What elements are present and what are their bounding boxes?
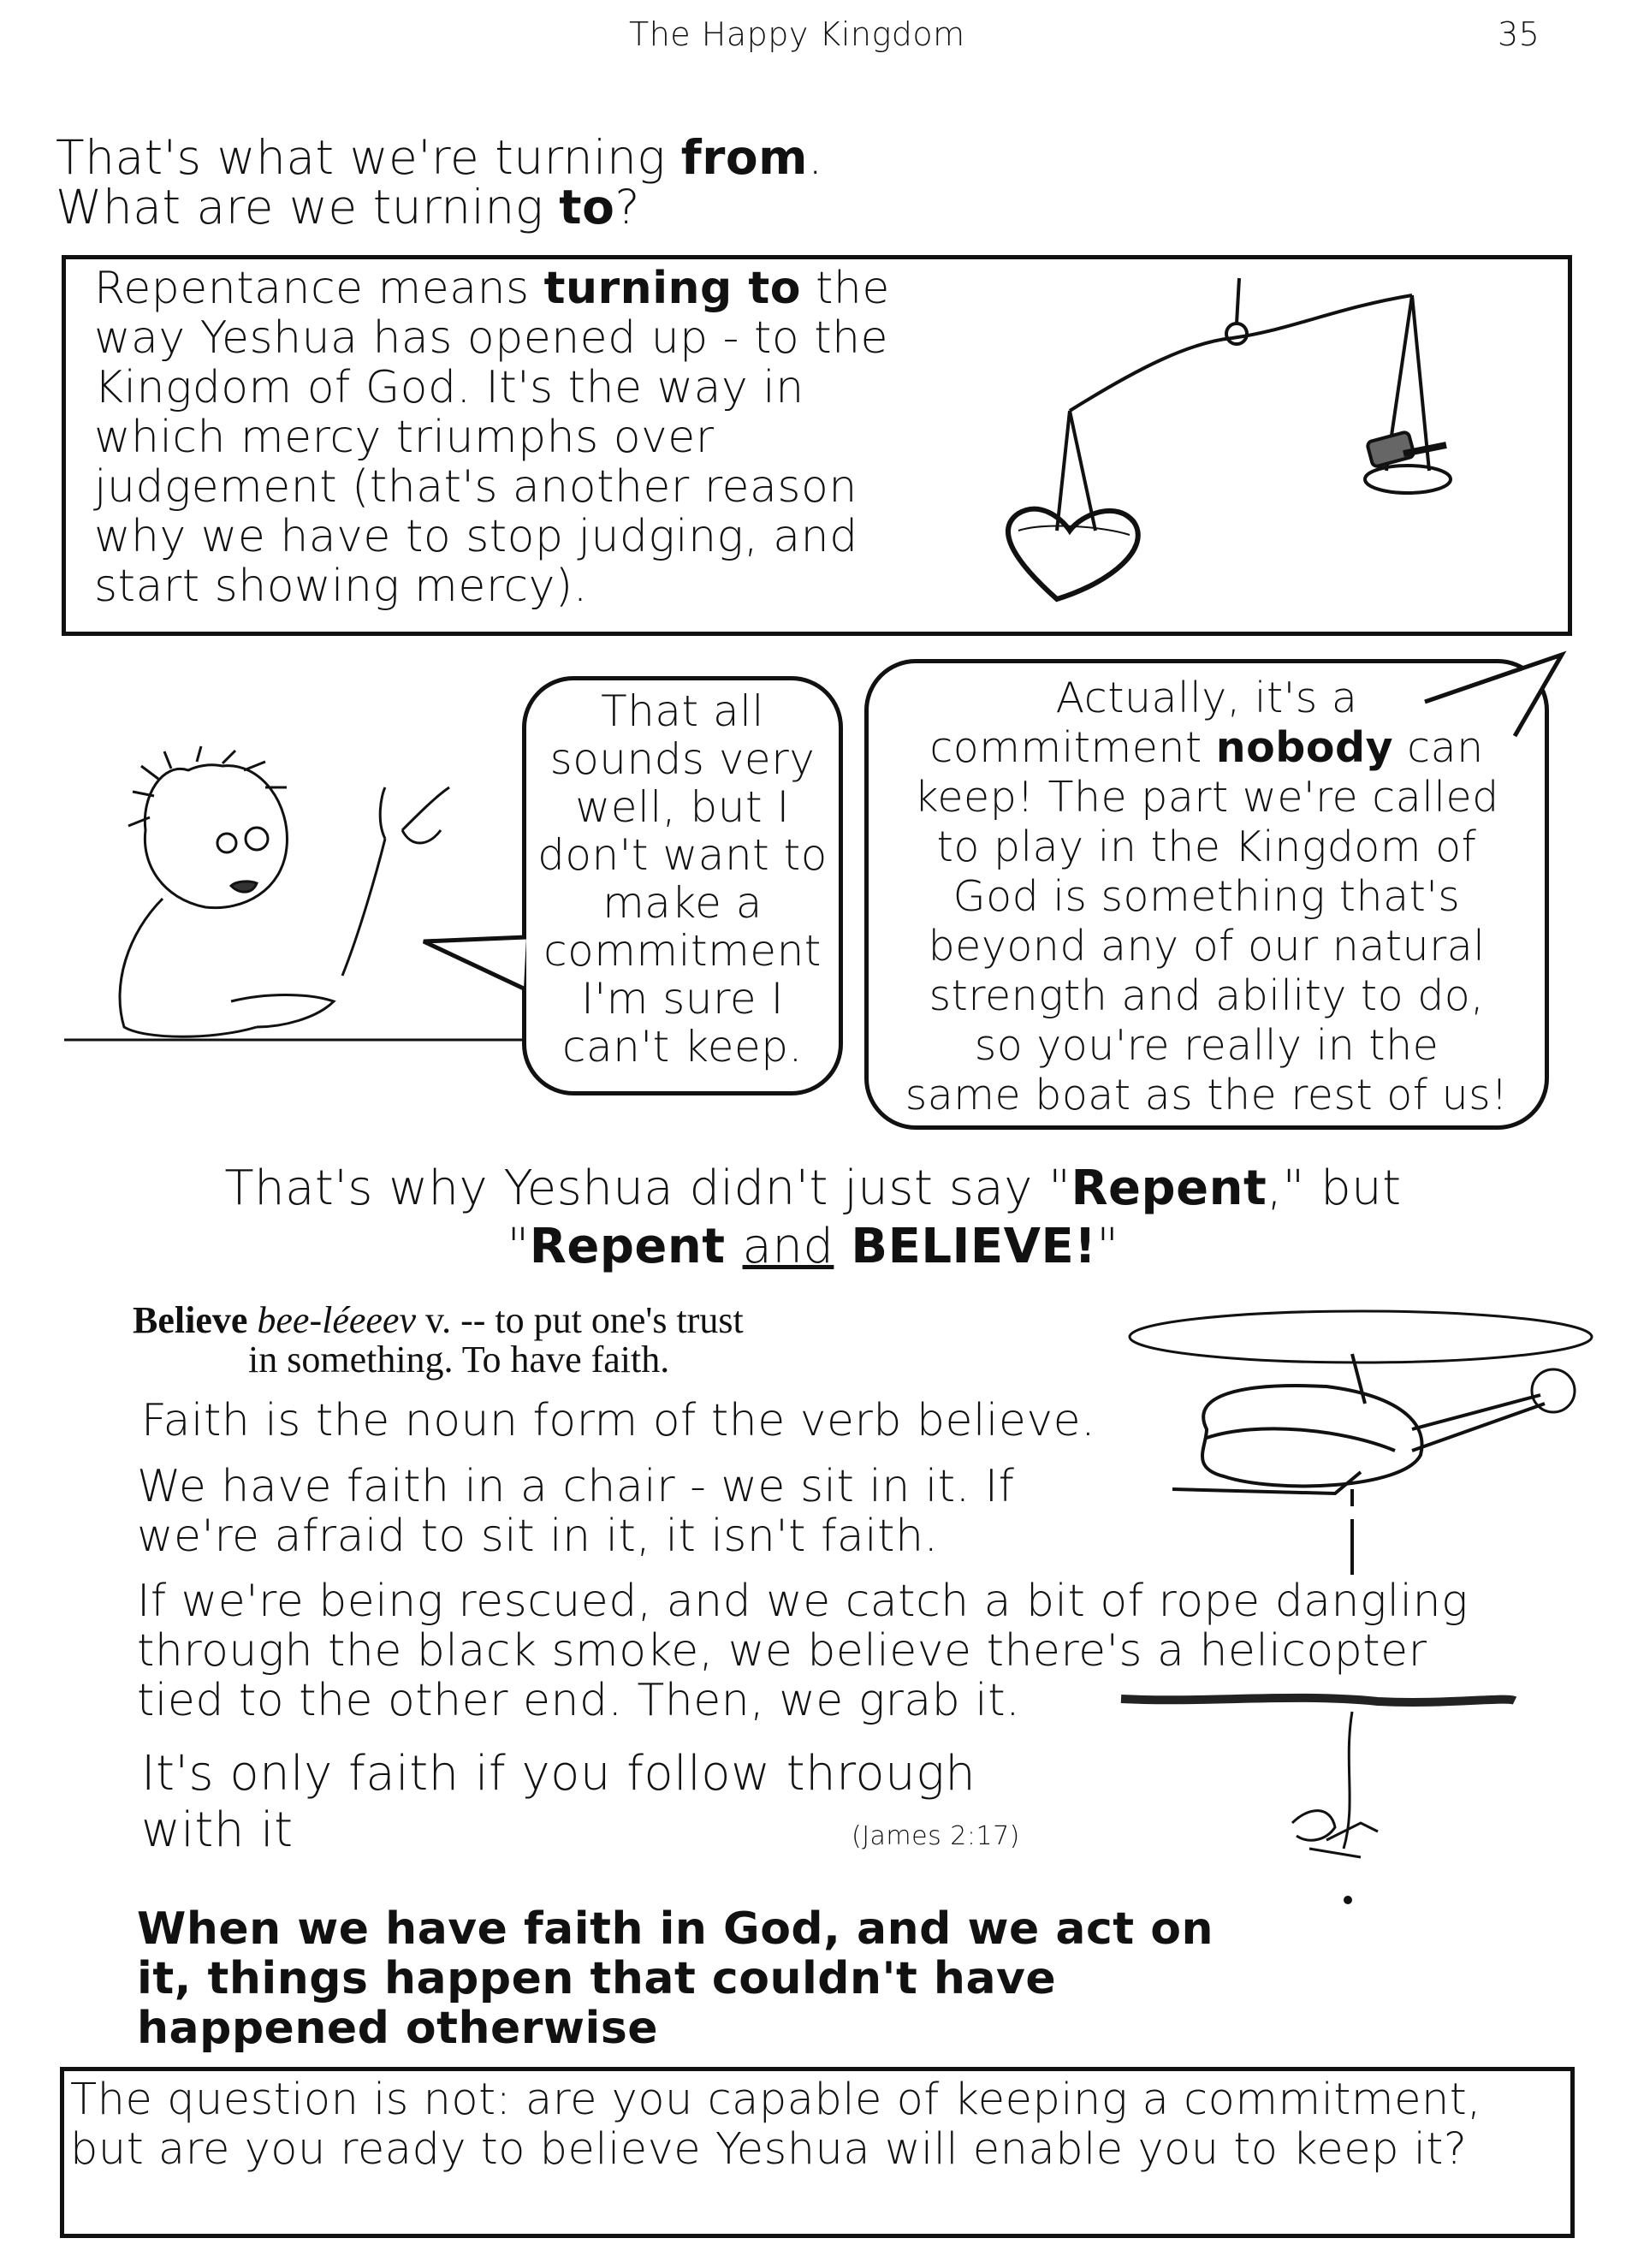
intro-text	[56, 130, 823, 235]
why-heading	[0, 1160, 1626, 1276]
question-text	[70, 2075, 1481, 2175]
reply-bubble-line: God is something that's	[952, 872, 1461, 921]
faith-p5-line: When we have faith in God, and we act on	[137, 1903, 1214, 1955]
question-line: but are you ready to believe Yeshua will enable you to keep it?	[70, 2124, 1468, 2175]
repentance-line: judgement (that's another reason	[94, 461, 858, 513]
reply-bubble-line: beyond any of our natural	[928, 922, 1486, 971]
definition-line-2: in something. To have faith.	[248, 1339, 670, 1380]
faith-p3-line: tied to the other end. Then, we grab it.	[137, 1675, 1021, 1726]
boy-bubble-line: I'm sure I	[581, 974, 784, 1024]
faith-p3-line: through the black smoke, we believe there's a helicopter	[137, 1625, 1427, 1677]
repentance-line: way Yeshua has opened up - to the	[94, 312, 889, 364]
faith-p5-line: happened otherwise	[137, 2003, 659, 2054]
page-number: 35	[1498, 15, 1540, 53]
question-line: The question is not: are you capable of keeping a commitment,	[70, 2075, 1481, 2125]
boy-bubble-tail	[419, 924, 531, 1036]
why-line-2: "Repent and BELIEVE!"	[507, 1219, 1119, 1274]
reply-bubble-line: same boat as the rest of us!	[905, 1071, 1509, 1119]
reply-bubble-tail	[1421, 650, 1566, 745]
boy-bubble-line: well, but I	[575, 782, 790, 832]
reply-bubble-line: Actually, it's a	[1055, 674, 1358, 722]
boy-bubble-line: can't keep.	[562, 1022, 803, 1072]
repentance-line: why we have to stop judging, and	[94, 511, 858, 562]
boy-bubble-line: commitment	[543, 926, 822, 976]
repentance-line: start showing mercy).	[94, 561, 588, 612]
boy-bubble-line: That all	[601, 686, 764, 736]
boy-speech-bubble	[522, 676, 843, 1095]
reply-bubble-line: commitment nobody can	[929, 723, 1484, 772]
faith-p4-line: with it	[141, 1802, 294, 1858]
faith-p2-line: We have faith in a chair - we sit in it. If	[137, 1461, 1015, 1512]
helicopter-illustration	[1104, 1301, 1617, 1917]
faith-p3-line: If we're being rescued, and we catch a bit of rope dangling	[137, 1576, 1469, 1627]
faith-paragraph-2	[137, 1462, 1014, 1561]
why-line-1: That's why Yeshua didn't just say "Repent," but	[224, 1161, 1402, 1216]
scales-illustration	[967, 274, 1481, 633]
reply-bubble-line: strength and ability to do,	[929, 971, 1485, 1020]
definition-entry	[133, 1301, 744, 1380]
scripture-reference: (James 2:17)	[852, 1821, 1020, 1851]
repentance-line: Kingdom of God. It's the way in	[94, 362, 804, 413]
faith-p5-line: it, things happen that couldn't have	[137, 1953, 1057, 2004]
boy-bubble-line: sounds very	[549, 734, 816, 784]
faith-p4-line: It's only faith if you follow through	[141, 1746, 976, 1802]
boy-bubble-line: make a	[602, 878, 763, 928]
faith-paragraph-1: Faith is the noun form of the verb believe.	[141, 1395, 1096, 1446]
running-header-title: The Happy Kingdom	[629, 15, 965, 53]
faith-paragraph-5	[137, 1904, 1214, 2053]
faith-p2-line: we're afraid to sit in it, it isn't faith.	[137, 1511, 939, 1562]
reply-bubble-line: to play in the Kingdom of	[936, 822, 1477, 871]
boy-bubble-line: don't want to	[537, 830, 828, 880]
repentance-line: which mercy triumphs over	[94, 412, 715, 463]
reply-bubble-line: so you're really in the	[974, 1021, 1439, 1070]
intro-line-1: That's what we're turning from.	[56, 130, 823, 185]
intro-line-2: What are we turning to?	[56, 180, 641, 235]
faith-paragraph-4	[141, 1746, 976, 1859]
reply-bubble-line: keep! The part we're called	[914, 773, 1499, 822]
repentance-text	[94, 264, 890, 611]
definition-line-1: Believe bee-léeeev v. -- to put one's trust	[133, 1299, 744, 1341]
repentance-line: Repentance means turning to the	[94, 263, 890, 314]
